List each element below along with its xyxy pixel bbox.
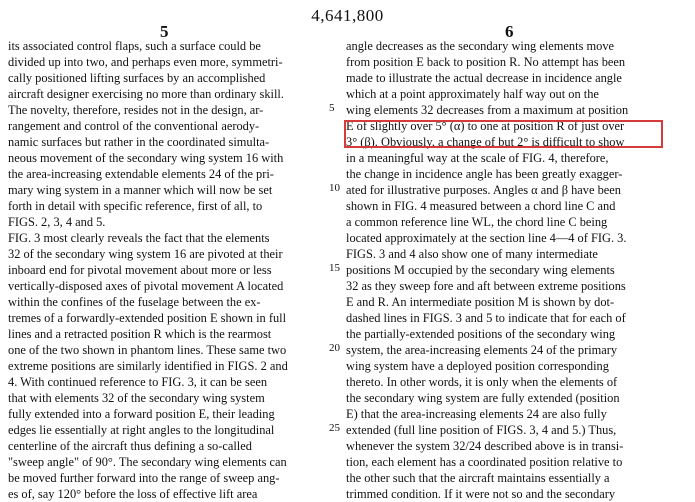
- text-line: in a meaningful way at the scale of FIG. 4, therefore,: [346, 151, 609, 165]
- patent-number: 4,641,800: [311, 6, 384, 25]
- left-column: [8, 38, 344, 502]
- line-number: 10: [329, 182, 340, 194]
- text-line: system, the area-increasing elements 24 of the primary: [346, 343, 618, 357]
- text-line: namic surfaces but rather in the coordinated simulta-: [8, 135, 270, 149]
- text-line: wing elements 32 decreases from a maximum at position: [346, 103, 629, 117]
- text-line: positions M occupied by the secondary wing elements: [346, 263, 615, 277]
- line-number: 5: [329, 102, 335, 114]
- text-line: vertically-disposed axes of pivotal movement A located: [8, 279, 284, 293]
- text-line: lines and a retracted position R which is the rearmost: [8, 327, 272, 341]
- text-line: The novelty, therefore, resides not in the design, ar-: [8, 103, 264, 117]
- text-line: es of, say 120° before the loss of effective lift area: [8, 487, 258, 501]
- text-line: angle decreases as the secondary wing elements move: [346, 39, 615, 53]
- text-line: within the confines of the fuselage between the ex-: [8, 295, 261, 309]
- text-line: which at a point approximately half way out on the: [346, 87, 599, 101]
- text-line: aircraft designer exercising no more than ordinary skill.: [8, 87, 284, 101]
- line-number: 15: [329, 262, 340, 274]
- text-line: the area-increasing extendable elements 24 of the pri-: [8, 167, 274, 181]
- text-line: a common reference line WL, the chord line C being: [346, 215, 608, 229]
- text-line: the change in incidence angle has been greatly exagger-: [346, 167, 623, 181]
- right-column-number: 6: [505, 22, 514, 41]
- text-line: divided up into two, and perhaps even more, symmetri-: [8, 55, 283, 69]
- text-line: extended (full line position of FIGS. 3, 4 and 5.) Thus,: [346, 423, 617, 437]
- text-line: thereto. In other words, it is only when the elements of: [346, 375, 618, 389]
- line-number: 20: [329, 342, 340, 354]
- right-column: [346, 38, 682, 502]
- text-line: 3° (β). Obviously, a change of but 2° is difficult to show: [346, 135, 625, 149]
- text-line: centerline of the aircraft thus defining a so-called: [8, 439, 252, 453]
- text-line: FIGS. 3 and 4 also show one of many intermediate: [346, 247, 598, 261]
- text-line: the other such that the aircraft maintains essentially a: [346, 471, 610, 485]
- text-line: 32 of the secondary wing system 16 are pivoted at their: [8, 247, 283, 261]
- text-line: dashed lines in FIGS. 3 and 5 to indicate that for each of: [346, 311, 626, 325]
- left-column-number: 5: [160, 22, 169, 41]
- text-line: FIGS. 2, 3, 4 and 5.: [8, 215, 106, 229]
- text-line: fully extended into a forward position E, their leading: [8, 407, 275, 421]
- text-line: extreme positions are similarly identified in FIGS. 2 and: [8, 359, 288, 373]
- text-line: ated for illustrative purposes. Angles α and β have been: [346, 183, 621, 197]
- text-line: wing system have a deployed position corresponding: [346, 359, 609, 373]
- text-line: one of the two shown in phantom lines. These same two: [8, 343, 287, 357]
- text-line: inboard end for pivotal movement about more or less: [8, 263, 272, 277]
- text-line: E) that the area-increasing elements 24 are also fully: [346, 407, 607, 421]
- text-line: its associated control flaps, such a surface could be: [8, 39, 261, 53]
- text-line: mary wing system in a manner which will now be set: [8, 183, 273, 197]
- line-number: 25: [329, 422, 340, 434]
- text-line: shown in FIG. 4 measured between a chord line C and: [346, 199, 616, 213]
- text-line: edges lie essentially at right angles to the longitudinal: [8, 423, 275, 437]
- text-line: cally positioned lifting surfaces by an accomplished: [8, 71, 266, 85]
- highlight-box: [344, 120, 663, 148]
- text-line: rangement and control of the conventional aerody-: [8, 119, 260, 133]
- text-line: made to illustrate the actual decrease in incidence angle: [346, 71, 622, 85]
- text-line: located approximately at the section line 4—4 of FIG. 3.: [346, 231, 627, 245]
- text-line: 4. With continued reference to FIG. 3, it can be seen: [8, 375, 268, 389]
- text-line: be moved further forward into the range of sweep ang-: [8, 471, 280, 485]
- text-line: FIG. 3 most clearly reveals the fact that the elements: [8, 231, 270, 245]
- text-line: the partially-extended positions of the secondary wing: [346, 327, 616, 341]
- text-line: forth in detail with specific reference, first of all, to: [8, 199, 263, 213]
- text-line: tremes of a forwardly-extended position E shown in full: [8, 311, 287, 325]
- text-line: "sweep angle" of 90°. The secondary wing elements can: [8, 455, 287, 469]
- text-line: E of slightly over 5° (α) to one at position R of just over: [346, 119, 625, 133]
- text-line: whenever the system 32/24 described above is in transi-: [346, 439, 624, 453]
- text-line: 32 as they sweep fore and aft between extreme positions: [346, 279, 626, 293]
- text-line: the secondary wing system are fully extended (position: [346, 391, 620, 405]
- text-line: trimmed condition. If it were not so and the secondary: [346, 487, 616, 501]
- text-line: from position E back to position R. No attempt has been: [346, 55, 626, 69]
- text-line: that with elements 32 of the secondary wing system: [8, 391, 265, 405]
- text-line: E and R. An intermediate position M is shown by dot-: [346, 295, 615, 309]
- text-line: neous movement of the secondary wing system 16 with: [8, 151, 284, 165]
- text-line: tion, each element has a coordinated position relative to: [346, 455, 623, 469]
